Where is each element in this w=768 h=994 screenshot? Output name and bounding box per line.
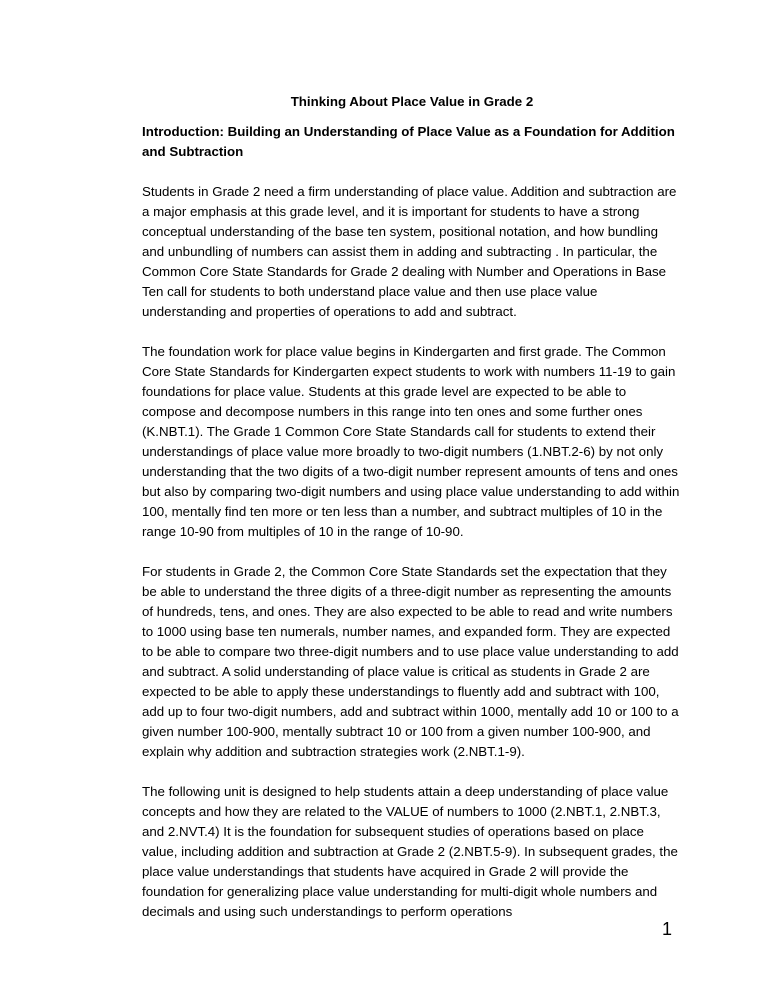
document-page [142,92,682,942]
document-title: Thinking About Place Value in Grade 2 [290,94,534,109]
paragraph-1: Students in Grade 2 need a firm understanding of place value. Addition and subtraction are a major emphasis at this grade level, and it is important for students to have a strong conceptual understanding of the base ten system, positional notation, and how bundling and unbundling of numbers can assist them in adding and subtracting . In particular, the Common Core State Standards for Grade 2 dealing with Number and Operations in Base Ten call for students to both understand place value and then use place value understanding and properties of operations to add and subtract. [142,184,677,319]
paragraph-4: The following unit is designed to help students attain a deep understanding of place value concepts and how they are related to the VALUE of numbers to 1000 (2.NBT.1, 2.NBT.3, and 2.NVT.4) It is the foundation for subsequent studies of operations based on place value, including addition and subtraction at Grade 2 (2.NBT.5-9). In subsequent grades, the place value understandings that students have acquired in Grade 2 will provide the foundation for generalizing place value understanding for multi-digit whole numbers and decimals and using such understandings to perform operations [142,784,678,919]
section-heading: Introduction: Building an Understanding of Place Value as a Foundation for Addition and Subtraction [142,124,675,159]
paragraph-2: The foundation work for place value begins in Kindergarten and first grade. The Common Core State Standards for Kindergarten expect students to work with numbers 11-19 to gain foundations for place value. Students at this grade level are expected to be able to compose and decompose numbers in this range into ten ones and some further ones (K.NBT.1). The Grade 1 Common Core State Standards call for students to extend their understandings of place value more broadly to two-digit numbers (1.NBT.2-6) by not only understanding that the two digits of a two-digit number represent amounts of tens and ones but also by comparing two-digit numbers and using place value understanding to add within 100, mentally find ten more or ten less than a number, and subtract multiples of 10 in the range 10-90 from multiples of 10 in the range of 10-90. [142,344,680,539]
page-number: 1 [661,919,672,939]
paragraph-3: For students in Grade 2, the Common Core State Standards set the expectation that they be able to understand the three digits of a three-digit number as representing the amounts of hundreds, tens, and ones. They are also expected to be able to read and write numbers to 1000 using base ten numerals, number names, and expanded form. They are expected to be able to compare two three-digit numbers and to use place value understanding to add and subtract. A solid understanding of place value is critical as students in Grade 2 are expected to be able to apply these understandings to fluently add and subtract with 100, add up to four two-digit numbers, add and subtract within 1000, mentally add 10 or 100 to a given number 100-900, mentally subtract 10 or 100 from a given number 100-900, and explain why addition and subtraction strategies work (2.NBT.1-9). [142,564,679,759]
